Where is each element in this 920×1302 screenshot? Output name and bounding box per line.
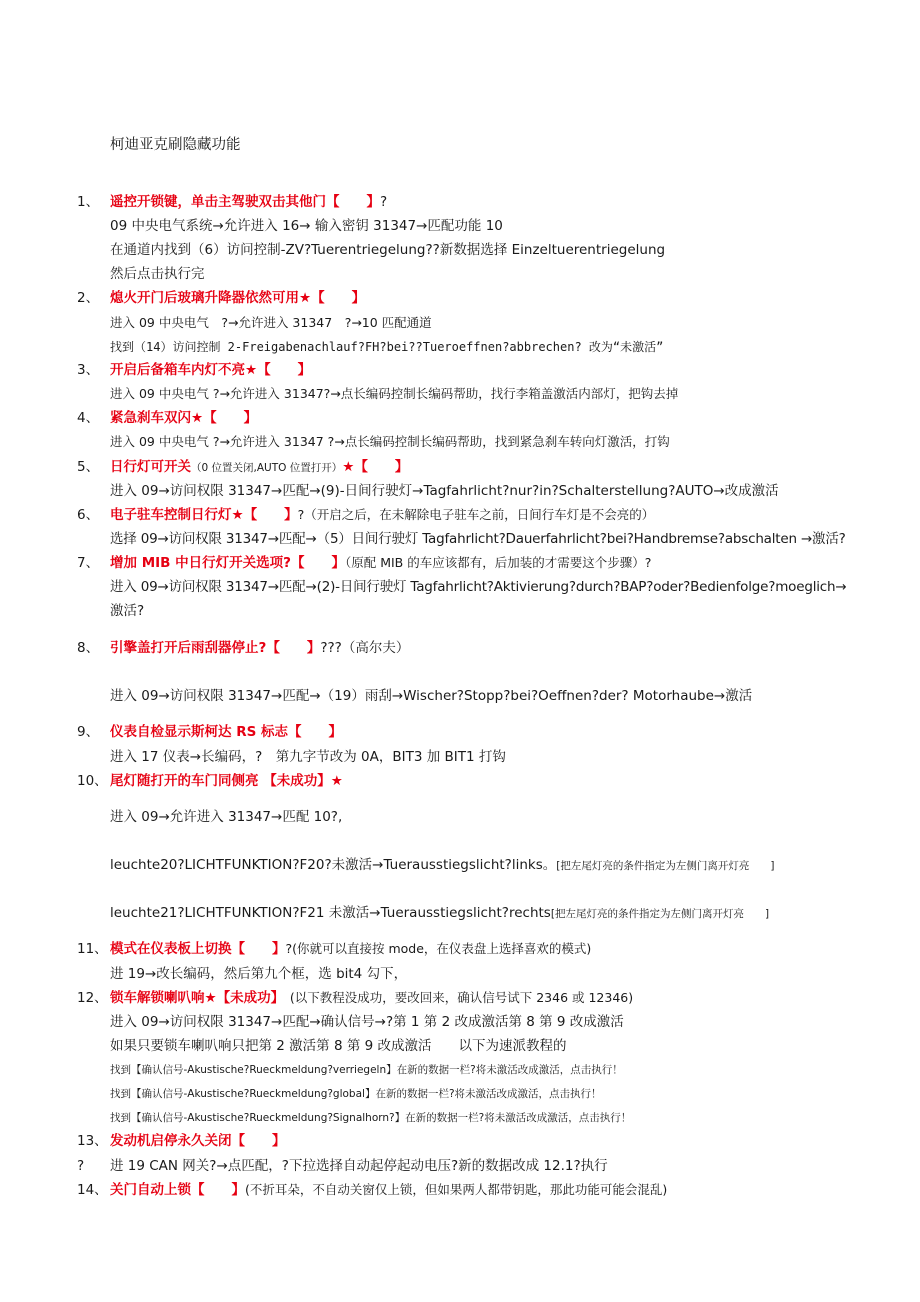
item-heading [110,726,342,740]
item-instruction: 进入 09→允许进入 31347→匹配 10?, [110,809,343,825]
item-instruction: 在通道内找到（6）访问控制-ZV?Tuerentriegelung??新数据选择 Einzeltuerentriegelung [110,242,666,258]
item-heading-tail: ?（开启之后，在未解除电子驻车之前，日间行车灯是不会亮的） [297,507,655,522]
item-heading-tail: ?(你就可以直接按 mode，在仪表盘上选择喜欢的模式) [285,941,592,956]
item-heading-tail: ???（高尔夫） [320,640,410,656]
item-heading-red: 模式在仪表板上切换【 】 [110,941,286,957]
item-instruction-note: [把左尾灯亮的条件指定为左侧门离开灯亮 ] [550,908,770,920]
item-instruction-text: leuchte20?LICHTFUNKTION?F20?未激活→Tuerausstiegslicht?links。 [110,857,557,873]
item-number: 8、 [77,640,100,656]
item-instruction: 09 中央电气系统→允许进入 16→ 输入密钥 31347→匹配功能 10 [110,218,503,234]
item-heading-red: 仪表自检显示斯柯达 RS 标志【 】 [110,724,343,740]
item-heading-red: 熄火开门后玻璃升降器依然可用★【 】 [110,290,366,306]
item-instruction [110,859,774,873]
item-number: 13、 [77,1133,108,1149]
item-heading [110,364,311,378]
item-instruction: 进 19 CAN 网关?→点匹配，?下拉选择自动起停起动电压?新的数据改成 12.1?执行 [110,1158,608,1174]
item-heading [110,1184,667,1198]
item-heading-red: 关门自动上锁【 】 [110,1182,245,1198]
item-heading-red: 遥控开锁键，单击主驾驶双击其他门【 】 [110,194,380,210]
item-heading [110,292,365,306]
item-instruction: 进入 09 中央电气 ?→允许进入 31347 ?→点长编码控制长编码帮助，找到紧急刹车转向灯激活，打钩 [110,434,670,449]
item-number: 9、 [77,724,100,740]
item-number: 7、 [77,555,100,571]
item-heading [110,642,409,656]
item-heading-red: 电子驻车控制日行灯★【 】 [110,507,298,523]
item-number: 10、 [77,773,108,789]
item-instruction: 找到【确认信号-Akustische?Rueckmeldung?verriegeln】在新的数据一栏?将未激活改成激活，点击执行！ [110,1064,623,1076]
page-title: 柯迪亚克刷隐藏功能 [110,137,241,153]
item-heading [110,509,654,523]
item-heading-tail: (不折耳朵，不自动关窗仅上锁，但如果两人都带钥匙，那此功能可能会混乱) [245,1182,668,1197]
item-instruction: 进入 09 中央电气 ?→允许进入 31347?→点长编码控制长编码帮助，找行李箱盖激活内部灯，把钩去掉 [110,386,679,401]
item-heading [110,557,651,571]
item-instruction-note: [把左尾灯亮的条件指定为左侧门离开灯亮 ] [556,860,775,872]
item-instruction: 进入 09→访问权限 31347→匹配→确认信号→?第 1 第 2 改成激活第 8 第 9 改成激活 [110,1014,624,1030]
item-instruction: 进入 09→访问权限 31347→匹配→(9)-日间行驶灯→Tagfahrlicht?nur?in?Schalterstellung?AUTO→改成激活 [110,483,779,499]
item-heading [110,461,408,475]
item-instruction: 进入 17 仪表→长编码，? 第九字节改为 0A，BIT3 加 BIT1 打钩 [110,749,506,765]
item-instruction: 找到【确认信号-Akustische?Rueckmeldung?Signalhorn?】在新的数据一栏?将未激活改成激活，点击执行！ [110,1112,632,1124]
item-heading [110,943,591,957]
item-number: 2、 [77,290,100,306]
item-instruction: 找到【确认信号-Akustische?Rueckmeldung?global】在新的数据一栏?将未激活改成激活，点击执行！ [110,1088,602,1100]
item-number: 6、 [77,507,100,523]
item-instruction: 选择 09→访问权限 31347→匹配→（5）日间行驶灯 Tagfahrlicht?Dauerfahrlicht?bei?Handbremse?abschalten →激活? [110,531,846,547]
item-heading-tail: ? [380,194,388,210]
item-number: 5、 [77,459,100,475]
item-instruction: ? [77,1158,85,1174]
item-instruction: 进 19→改长编码，然后第九个框，选 bit4 勾下， [110,966,408,982]
item-instruction-text: leuchte21?LICHTFUNKTION?F21 未激活→Tuerausstiegslicht?rechts [110,905,551,921]
item-heading-tail: (以下教程没成功，要改回来，确认信号试下 2346 或 12346) [277,990,634,1005]
item-number: 4、 [77,410,100,426]
item-heading [110,1135,286,1149]
item-instruction: 进入 09→访问权限 31347→匹配→（19）雨刮→Wischer?Stopp?bei?Oeffnen?der? Motorhaube→激活 [110,688,753,704]
item-heading-red: 锁车解锁喇叭响★【未成功】 [110,990,278,1006]
item-heading-red: 尾灯随打开的车门同侧亮 【未成功】★ [110,773,343,789]
item-heading-red: 开启后备箱车内灯不亮★【 】 [110,362,312,378]
item-heading-red: 日行灯可开关 [110,459,191,475]
item-instruction: 如果只要锁车喇叭响只把第 2 激活第 8 第 9 改成激活 以下为速派教程的 [110,1038,567,1054]
item-number: 11、 [77,941,108,957]
item-heading-note: （0 位置关闭,AUTO 位置打开） [191,462,343,474]
item-instruction: 进入 09 中央电气 ?→允许进入 31347 ?→10 匹配通道 [110,315,432,330]
item-heading [110,992,633,1006]
item-number: 1、 [77,194,100,210]
item-heading-red: 发动机启停永久关闭【 】 [110,1133,286,1149]
item-heading [110,412,257,426]
item-heading-red: 引擎盖打开后雨刮器停止?【 】 [110,640,321,656]
item-number: 14、 [77,1182,108,1198]
item-instruction: 然后点击执行完 [110,266,205,282]
item-instruction [110,907,769,921]
item-heading-red: 紧急刹车双闪★【 】 [110,410,258,426]
item-heading [110,775,343,789]
item-heading-red: 增加 MIB 中日行灯开关选项?【 】 [110,555,345,571]
item-number: 3、 [77,362,100,378]
item-instruction: 找到（14）访问控制 2-Freigabenachlauf?FH?bei??Tueroeffnen?abbrechen? 改为“未激活” [110,340,664,354]
item-heading [110,196,387,210]
item-instruction: 激活? [110,603,145,619]
item-heading-tail: （原配 MIB 的车应该都有，后加装的才需要这个步骤）? [344,555,652,570]
item-number: 12、 [77,990,108,1006]
item-instruction: 进入 09→访问权限 31347→匹配→(2)-日间行驶灯 Tagfahrlicht?Aktivierung?durch?BAP?oder?Bedienfolge?moeglich→ [110,579,847,595]
item-heading-red: ★【 】 [342,459,409,475]
